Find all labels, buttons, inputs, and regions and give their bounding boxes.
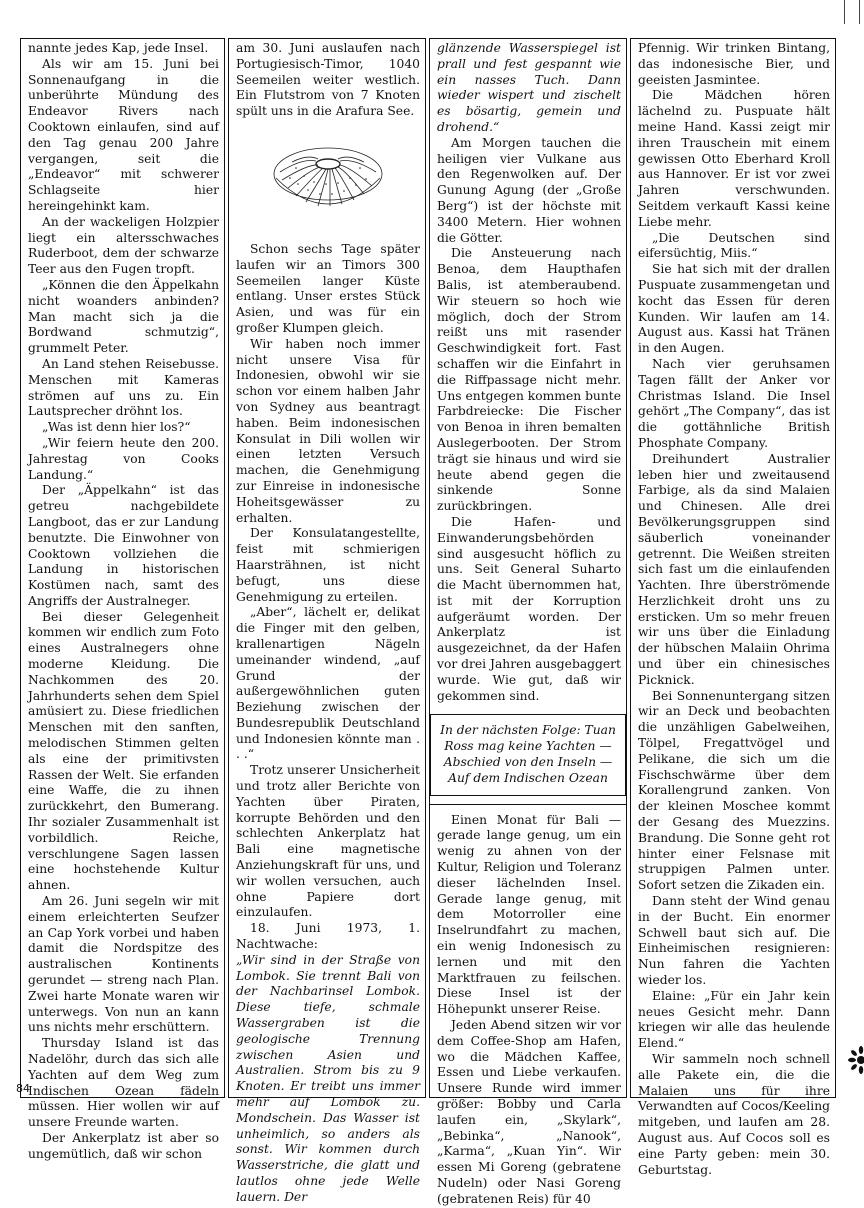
paragraph: Als wir am 15. Juni bei Sonnenaufgang in die unberührte Mündung des Endeavor Rivers nach Cooktown einlaufen, sind auf den Tag genau 200 Jahre vergangen, seit die „Endeavor“ mit schwerer Schlagseite hier hereingehinkt kam. [28, 56, 219, 213]
paragraph: Die Ansteuerung nach Benoa, dem Haupthafen Balis, ist atemberaubend. Wir steuern so hoch wie möglich, doch der Strom reißt uns mit rasender Geschwindigkeit fort. Fast schaffen wir die Einfahrt in die Riffpassage nicht mehr. Uns entgegen kommen bunte Farbdreiecke: Die Fischer von Benoa in ihren bemalten Auslegerbooten. Der Strom trägt sie hinaus und wird sie heute abend gegen die sinkende Sonne zurückbringen. [437, 246, 621, 514]
column-1 [20, 38, 225, 1161]
paragraph: An Land stehen Reisebusse. Menschen mit Kameras strömen auf uns zu. Ein Lautsprecher dröhnt los. [28, 356, 219, 419]
logbook-entry: „Wir sind in der Straße von Lombok. Sie trennt Bali von der Nachbarinsel Lombok. Diese tiefe, schmale Wassergraben ist die geologische Trennung zwischen Asien und Australien. Strom bis zu 9 Knoten. Er treibt uns immer mehr auf Lombok zu. Mondschein. Das Wasser ist unheimlich, so anders als sonst. Wir kommen durch Wasserstriche, die glatt und lautlos ohne jede Welle lauern. Der [236, 952, 420, 1204]
paragraph: Der „Äppelkahn“ ist das getreu nachgebildete Langboot, das er zur Landung benutzte. Die Einwohner von Cooktown vollziehen die Landung in historischen Kostümen nach, samt des Angriffs der Australneger. [28, 483, 219, 608]
paragraph: Thursday Island ist das Nadelöhr, durch das sich alle Yachten auf dem Weg zum Indischen Ozean fädeln müssen. Hier wollen wir auf unsere Freunde warten. [28, 1036, 219, 1130]
paragraph: Elaine: „Für ein Jahr kein neues Gesicht mehr. Dann kriegen wir alle das heulende Elend.“ [638, 988, 830, 1051]
column-2 [228, 38, 426, 1204]
paragraph: „Können die den Äppelkahn nicht woanders anbinden? Man macht sich ja die Bordwand schmutzig“, grummelt Peter. [28, 277, 219, 356]
paragraph: Bei dieser Gelegenheit kommen wir endlich zum Foto eines Australnegers ohne moderne Kleidung. Die Nachkommen des 20. Jahrhunderts sehen dem Spiel amüsiert zu. Diese friedlichen Menschen mit den sanften, melodischen Stimmen gelten als eine der primitivsten Rassen der Welt. Sie erfanden eine Waffe, die zu ihnen zurückkehrt, den Bumerang. Ihr sozialer Zusammenhalt ist vorbildlich. Reiche, verschlungene Sagen lassen eine hochstehende Kultur ahnen. [28, 609, 219, 893]
paragraph: Der Konsulatangestellte, feist mit schmierigen Haarsträhnen, ist nicht befugt, uns diese Genehmigung zu erteilen. [236, 526, 420, 604]
paragraph: Nach vier geruhsamen Tagen fällt der Anker vor Christmas Island. Die Insel gehört „The Company“, das ist die gottähnliche British Phosphate Company. [638, 356, 830, 450]
paragraph: Dreihundert Australier leben hier und zweitausend Farbige, als da sind Malaien und Chinesen. Alle drei Bevölkerungsgruppen sind säuberlich voneinander getrennt. Die Weißen streiten sich fast um die einlaufenden Yachten. Ihre überströmende Herzlichkeit droht uns zu ersticken. Um so mehr freuen wir uns über die Einladung der hübschen Malaiin Ohrima und über ein chinesisches Picknick. [638, 451, 830, 687]
column-4 [630, 38, 836, 1177]
paragraph: 18. Juni 1973, 1. Nachtwache: [236, 921, 420, 952]
paragraph: „Was ist denn hier los?“ [42, 420, 191, 435]
page-edge-mark [844, 0, 860, 24]
paragraph: Trotz unserer Unsicherheit und trotz aller Berichte von Yachten über Piraten, korrupte Behörden und den schlechten Ankerplatz hat Bali eine magnetische Anziehungskraft für uns, und wir wollen versuchen, auch ohne Papiere dort einzulaufen. [236, 763, 420, 920]
paragraph: „Aber“, lächelt er, delikat die Finger mit den gelben, krallenartigen Nägeln umeinander windend, „auf Grund der außergewöhnlichen guten Beziehung zwischen der Bundesrepublik Deutschland und Indonesien könnte man . . .“ [236, 605, 420, 762]
paragraph: „Die Deutschen sind eifersüchtig, Miis.“ [638, 230, 830, 261]
paragraph: Pfennig. Wir trinken Bintang, das indonesische Bier, und geeisten Jasmintee. [638, 41, 830, 87]
divider [430, 804, 626, 805]
next-episode-box: In der nächsten Folge: Tuan Ross mag keine Yachten — Abschied von den Inseln — Auf dem Indischen Ozean [430, 714, 626, 795]
paragraph: Dann steht der Wind genau in der Bucht. Ein enormer Schwell baut sich auf. Die Einheimischen resignieren: Nun fahren die Yachten wieder los. [638, 894, 830, 988]
column-3 [429, 38, 627, 1206]
paragraph: Der Ankerplatz ist aber so ungemütlich, daß wir schon [28, 1130, 219, 1161]
paragraph: Schon sechs Tage später laufen wir an Timors 300 Seemeilen langer Küste entlang. Unser erstes Stück Asien, und was für ein großer Klumpen gleich. [236, 241, 420, 335]
page-number: 84 [16, 1082, 30, 1095]
paragraph: An der wackeligen Holzpier liegt ein altersschwaches Ruderboot, dem der schwarze Teer aus den Fugen tropft. [28, 214, 219, 277]
paragraph: Die Mädchen hören lächelnd zu. Puspuate hält meine Hand. Kassi zeigt mir ihren Trauschein mit einem gewissen Otto Eberhard Kroll aus Hannover. Er ist vor zwei Jahren verschwunden. Seitdem verkauft Kassi keine Liebe mehr. [638, 88, 830, 229]
paragraph: Einen Monat für Bali — gerade lange genug, um ein wenig zu ahnen von der Kultur, Religion und Toleranz dieser lächelnden Insel. Gerade lange genug, mit dem Motorroller eine Inselrundfahrt zu machen, ein wenig Indonesisch zu lernen und mit den Marktfrauen zu feilschen. Diese Insel ist der Höhepunkt unserer Reise. [437, 812, 621, 1017]
paragraph: Wir haben noch immer nicht unsere Visa für Indonesien, obwohl wir sie schon vor einem halben Jahr von Sydney aus beantragt haben. Beim indonesischen Konsulat in Dili wollen wir einen letzten Versuch machen, die Genehmigung zur Einreise in indonesische Hoheitsgewässer zu erhalten. [236, 336, 420, 525]
paragraph: nannte jedes Kap, jede Insel. [28, 41, 209, 55]
sea-urchin-illustration [268, 134, 388, 226]
paragraph: Sie hat sich mit der drallen Puspuate zusammengetan und kocht das Essen für deren Kunden. Wir laufen am 14. August aus. Kassi hat Tränen in den Augen. [638, 262, 830, 356]
paragraph: Am 26. Juni segeln wir mit einem erleichterten Seufzer an Cap York vorbei und haben damit die Nordspitze des australischen Kontinents gerundet — streng nach Plan. Zwei harte Monate waren wir unterwegs. Von nun an kann uns nichts mehr erschüttern. [28, 894, 219, 1035]
paragraph: am 30. Juni auslaufen nach Portugiesisch-Timor, 1040 Seemeilen weiter westlich. Ein Flutstrom von 7 Knoten spült uns in die Arafura See. [236, 41, 420, 119]
paragraph: Bei Sonnenuntergang sitzen wir an Deck und beobachten die unzähligen Gabelweihen, Tölpel, Fregattvögel und Pelikane, die sich um die Fischschwärme über dem Korallengrund zanken. Von der kleinen Moschee kommt der Gesang des Muezzins. Brandung. Die Sonne geht rot hinter einer Felsnase mit struppigen Palmen unter. Sofort setzen die Zikaden ein. [638, 688, 830, 893]
paragraph: Jeden Abend sitzen wir vor dem Coffee-Shop am Hafen, wo die Mädchen Kaffee, Essen und Liebe verkaufen. Unsere Runde wird immer größer: Bobby und Carla laufen ein, „Skylark“, „Bebinka“, „Nanook“, „Karma“, „Kuan Yin“. Wir essen Mi Goreng (gebratene Nudeln) oder Nasi Goreng (gebratenen Reis) für 40 [437, 1018, 621, 1206]
paragraph: Wir sammeln noch schnell alle Pakete ein, die die Malaien uns für ihre Verwandten auf Cocos/Keeling mitgeben, und laufen am 28. August aus. Auf Cocos soll es eine Party geben: mein 30. Geburtstag. [638, 1052, 830, 1177]
flower-ornament [841, 1047, 863, 1073]
paragraph: Am Morgen tauchen die heiligen vier Vulkane aus den Regenwolken auf. Der Gunung Agung (der „Große Berg“) ist der höchste mit 3400 Metern. Hier wohnen die Götter. [437, 135, 621, 245]
paragraph: Die Hafen- und Einwanderungsbehörden sind ausgesucht höflich zu uns. Seit General Suharto die Macht übernommen hat, ist mit der Korruption aufgeräumt worden. Der Ankerplatz ist ausgezeichnet, da der Hafen vor drei Jahren ausgebaggert wurde. Wie gut, daß wir gekommen sind. [437, 514, 621, 703]
paragraph: „Wir feiern heute den 200. Jahrestag von Cooks Landung.“ [28, 435, 219, 482]
logbook-entry: glänzende Wasserspiegel ist prall und fest gespannt wie ein nasses Tuch. Dann wieder wispert und zischelt es bösartig, gemein und drohend.“ [437, 41, 621, 134]
